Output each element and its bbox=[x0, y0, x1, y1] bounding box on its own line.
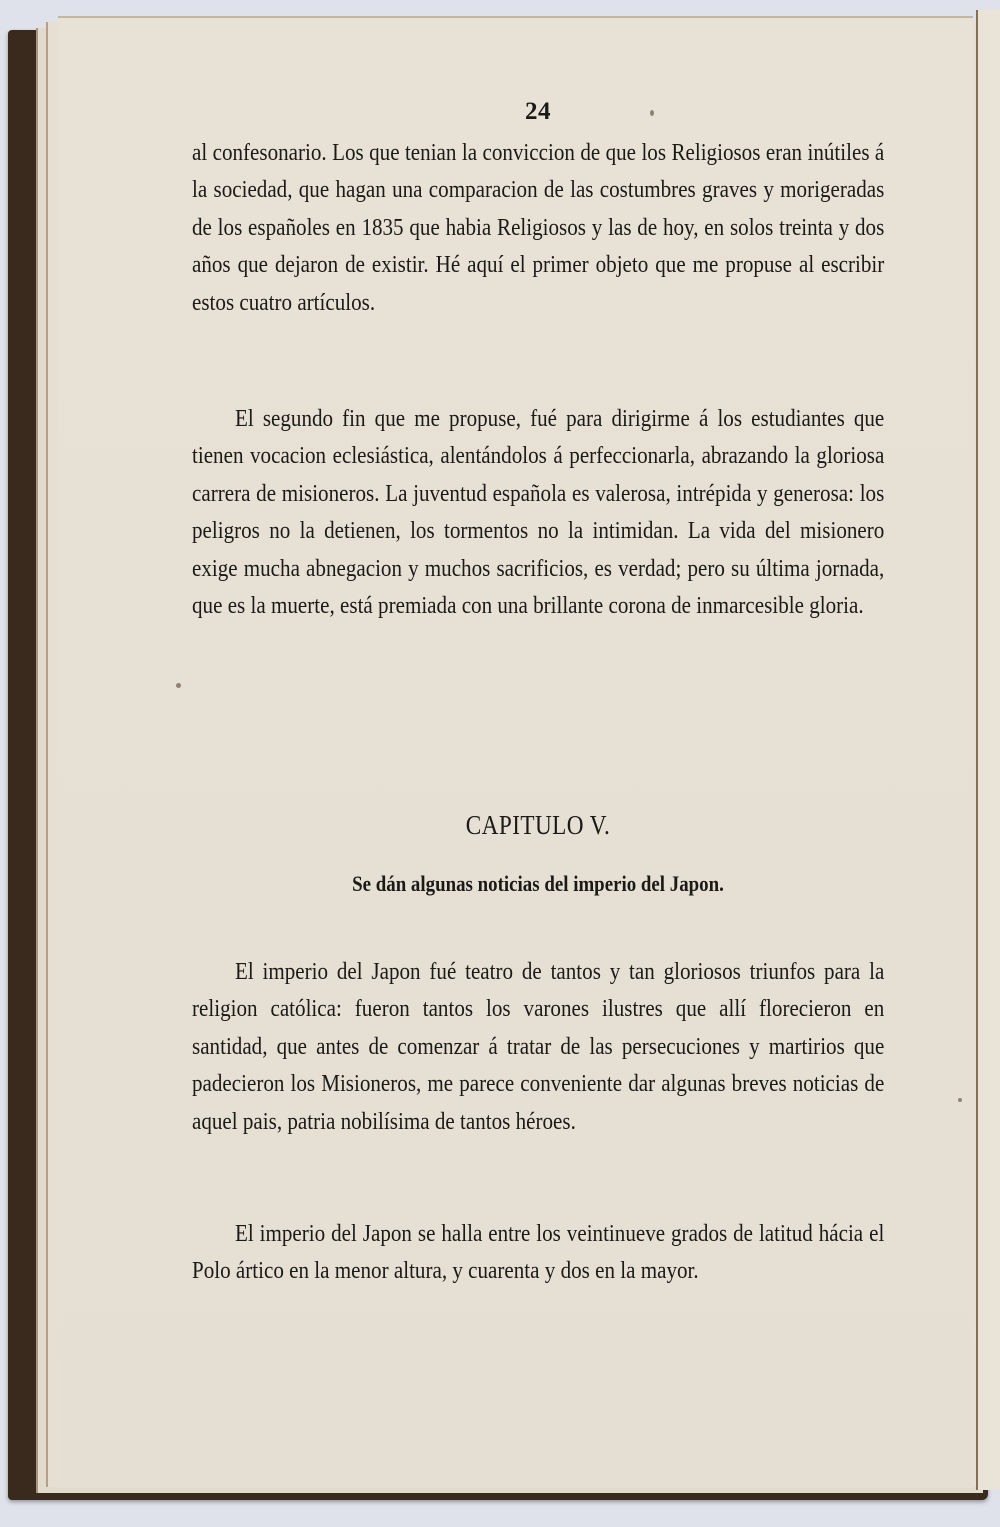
page-number: 24 bbox=[525, 98, 551, 125]
ink-spot bbox=[958, 1098, 962, 1102]
paragraph: El imperio del Japon se halla entre los veintinueve grados de latitud hácia el Polo ártico en la menor altura, y cuarenta y dos en la mayor. bbox=[192, 1220, 885, 1285]
book-page bbox=[58, 16, 973, 1488]
paragraph: El imperio del Japon fué teatro de tantos y tan gloriosos triunfos para la religion católica: fueron tantos los varones ilustres que allí florecieron en santidad, que antes de comenzar á tratar de las persecuciones y martirios que padecieron los Misioneros, me parece conveniente dar algunas breves noticias de aquel pais, patria nobilísima de tantos héroes. bbox=[192, 958, 885, 1135]
facing-page-edge bbox=[976, 10, 1000, 1490]
page-text bbox=[192, 98, 884, 1290]
paragraph: al confesonario. Los que tenian la conviccion de que los Religiosos eran inútiles á la sociedad, que hagan una comparacion de las costumbres graves y morigeradas de los españoles en 1835 que habia Religiosos y las de hoy, en solos treinta y dos años que dejaron de existir. Hé aquí el primer objeto que me propuse al escribir estos cuatro artículos. bbox=[192, 139, 885, 316]
chapter-subtitle: Se dán algunas noticias del imperio del Japon. bbox=[352, 871, 724, 896]
chapter-title: CAPITULO V. bbox=[465, 810, 611, 840]
ink-spot bbox=[176, 683, 181, 688]
paragraph: El segundo fin que me propuse, fué para dirigirme á los estudiantes que tienen vocacion eclesiástica, alentándolos á perfeccionarla, abrazando la gloriosa carrera de misioneros. La juventud española es valerosa, intrépida y generosa: los peligros no la detienen, los tormentos no la intimidan. La vida del misionero exige mucha abnegacion y muchos sacrificios, es verdad; pero su última jornada, que es la muerte, está premiada con una brillante corona de inmarcesible gloria. bbox=[192, 405, 885, 620]
